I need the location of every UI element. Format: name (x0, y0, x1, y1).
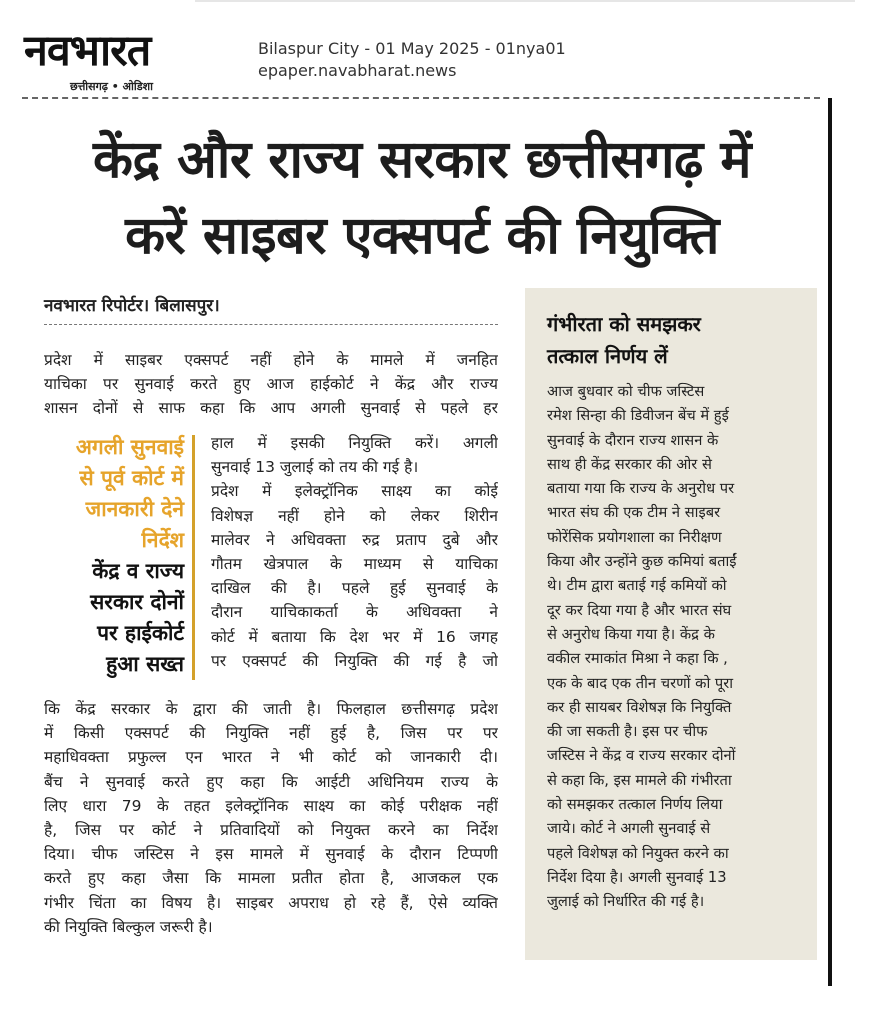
sidebar-line: निर्देश दिया है। अगली सुनवाई 13 (547, 868, 727, 886)
pull-subhead-line: केंद्र व राज्य (92, 559, 184, 583)
sidebar-title-line: गंभीरता को समझकर (547, 312, 701, 336)
logo-subtitle: छत्तीसगढ़ • ओडिशा (70, 80, 153, 93)
sidebar-line: एक के बाद एक तीन चरणों को पूरा (547, 674, 734, 692)
sidebar-line: कर ही सायबर विशेषज्ञ कि नियुक्ति (547, 698, 732, 716)
text-line: दौरान याचिकाकर्ता के अधिवक्ता ने (211, 603, 498, 622)
pull-subhead (44, 556, 184, 680)
sidebar-line: किया और उन्होंने कुछ कमियां बताईं (547, 553, 737, 571)
headline-line-2: करें साइबर एक्सपर्ट की नियुक्ति (125, 206, 719, 266)
edition-info (258, 38, 566, 82)
text-line: शासन दोनों से साफ कहा कि आप अगली सुनवाई से पहले हर (44, 399, 498, 418)
sidebar-line: बताया गया कि राज्य के अनुरोध पर (547, 480, 735, 498)
text-line: याचिका पर सुनवाई करते हुए आज हाईकोर्ट ने केंद्र और राज्य (44, 375, 498, 394)
top-rule (195, 0, 855, 2)
headline (22, 122, 822, 274)
text-line: सुनवाई 13 जुलाई को तय की गई है। (211, 458, 419, 477)
sidebar-line: जुलाई को निर्धारित की गई है। (547, 893, 705, 911)
sidebar-line: को समझकर तत्काल निर्णय लिया (547, 796, 723, 814)
edition-line: Bilaspur City - 01 May 2025 - 01nya01 (258, 39, 566, 58)
text-line: बैंच ने सुनवाई करते हुए कहा कि आईटी अधिनियम राज्य के (44, 772, 498, 791)
sidebar-line: से कहा कि, इस मामले की गंभीरता (547, 771, 732, 789)
text-line: मालेवर ने अधिवक्ता रुद्र प्रताप दुबे और (211, 530, 498, 549)
article-paragraph-1 (44, 348, 498, 421)
text-line: विशेषज्ञ नहीं होने को लेकर शिरीन (211, 506, 498, 525)
text-line: प्रदेश में साइबर एक्सपर्ट नहीं होने के मामले में जनहित (44, 351, 498, 369)
pull-quote-line: जानकारी देने (85, 497, 184, 521)
sidebar-line: साथ ही केंद्र सरकार की ओर से (547, 455, 712, 473)
pull-subhead-line: पर हाईकोर्ट (97, 621, 184, 645)
pull-quote-line: अगली सुनवाई (75, 435, 184, 459)
sidebar-line: दूर कर दिया गया है और भारत संघ (547, 601, 732, 619)
text-line: में किसी एक्सपर्ट की नियुक्ति नहीं हुई है, जिस पर पर (44, 724, 498, 743)
sidebar-title-line: तत्काल निर्णय लें (547, 344, 668, 368)
header-divider (22, 97, 820, 99)
sidebar-line: सुनवाई के दौरान राज्य शासन के (547, 431, 719, 449)
logo-wordmark: नवभारत (24, 26, 151, 76)
headline-line-1: केंद्र और राज्य सरकार छत्तीसगढ़ में (93, 130, 751, 190)
sidebar-line: वकील रमाकांत मिश्रा ने कहा कि , (547, 650, 728, 668)
sidebar-line: पहले विशेषज्ञ को नियुक्त करने का (547, 844, 729, 862)
pull-quote-rule (192, 435, 195, 680)
byline-divider (44, 324, 498, 325)
text-line: कोर्ट में बताया कि देश भर में 16 जगह (211, 627, 498, 646)
page-edge-rule (828, 98, 832, 986)
article-paragraph-3 (44, 697, 498, 939)
pull-subhead-line: हुआ सख्त (106, 652, 184, 676)
pull-quote-line: से पूर्व कोर्ट में (79, 466, 184, 490)
pull-subhead-line: सरकार दोनों (90, 590, 184, 614)
sidebar-line: की जा सकती है। इस पर चीफ (547, 723, 708, 741)
text-line: है, जिस पर कोर्ट ने प्रतिवादियों को नियुक्त करने का निर्देश (44, 821, 498, 840)
sidebar-box (525, 288, 817, 960)
text-line: महाधिवक्ता प्रफुल्ल एन भारत ने भी कोर्ट को जानकारी दी। (44, 748, 498, 767)
sidebar-line: आज बुधवार को चीफ जस्टिस (547, 383, 705, 400)
sidebar-line: रमेश सिन्हा की डिवीजन बेंच में हुई (547, 407, 729, 425)
sidebar-line: से अनुरोध किया गया है। केंद्र के (547, 625, 715, 643)
text-line: प्रदेश में इलेक्ट्रॉनिक साक्ष्य का कोई (211, 482, 498, 501)
text-line: गौतम खेत्रपाल के माध्यम से याचिका (211, 555, 498, 574)
text-line: लिए धारा 79 के तहत इलेक्ट्रॉनिक साक्ष्य का कोई परीक्षक नहीं (44, 796, 498, 815)
text-line: करते हुए कहा जैसा कि मामला प्रतीत होता है, आजकल एक (44, 869, 498, 888)
text-line: गंभीर चिंता का विषय है। साइबर अपराध हो रहे हैं, ऐसे व्यक्ति (44, 893, 498, 912)
text-line: पर एक्सपर्ट की नियुक्ति की गई है जो (211, 651, 498, 670)
sidebar-line: भारत संघ की एक टीम ने साइबर (547, 504, 721, 522)
text-line: की नियुक्ति बिल्कुल जरूरी है। (44, 917, 213, 936)
text-line: दिया। चीफ जस्टिस ने इस मामले में सुनवाई के दौरान टिप्पणी (44, 845, 498, 864)
site-url: epaper.navabharat.news (258, 61, 457, 80)
pull-quote-line: निर्देश (141, 528, 184, 552)
masthead-logo (22, 24, 244, 96)
sidebar-line: थे। टीम द्वारा बताई गई कमियों को (547, 577, 727, 595)
text-line: हाल में इसकी नियुक्ति करें। अगली (211, 434, 498, 452)
byline: नवभारत रिपोर्टर। बिलासपुर। (44, 296, 220, 316)
sidebar-line: जस्टिस ने केंद्र व राज्य सरकार दोनों (547, 747, 736, 765)
sidebar-text (547, 380, 801, 915)
text-line: कि केंद्र सरकार के द्वारा की जाती है। फिलहाल छत्तीसगढ़ प्रदेश (44, 700, 498, 718)
sidebar-line: जाये। कोर्ट ने अगली सुनवाई से (547, 820, 711, 838)
pull-quote (44, 432, 184, 556)
sidebar-line: फोरेंसिक प्रयोगशाला का निरीक्षण (547, 528, 722, 546)
text-line: दाखिल की है। पहले हुई सुनवाई के (211, 579, 498, 598)
article-paragraph-2 (211, 431, 498, 673)
sidebar-title (547, 308, 807, 372)
